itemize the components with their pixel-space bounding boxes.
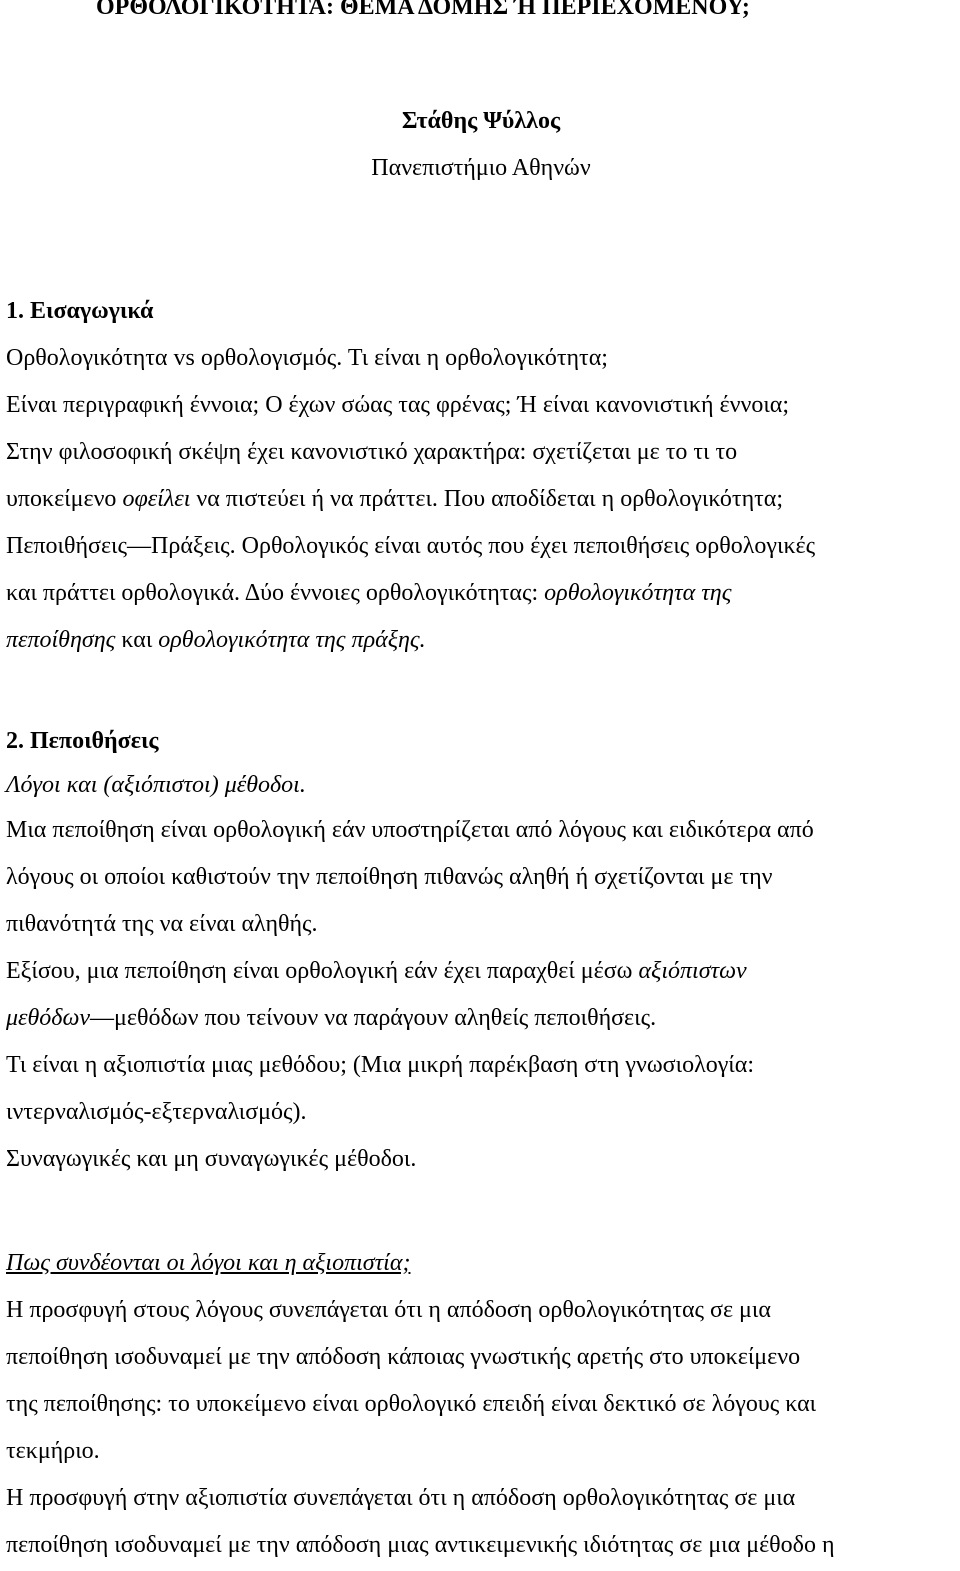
paragraph-line: λόγους οι οποίοι καθιστούν την πεποίθηση πιθανώς αληθή ή σχετίζονται με την — [6, 864, 773, 890]
paragraph-line: Συναγωγικές και μη συναγωγικές μέθοδοι. — [6, 1146, 417, 1172]
text-run: και πράττει ορθολογικά. Δύο έννοιες ορθολογικότητας: — [6, 580, 545, 606]
text-run: —μεθόδων που τείνουν να παράγουν αληθείς πεποιθήσεις. — [90, 1005, 657, 1031]
paragraph-line: πιθανότητά της να είναι αληθής. — [6, 911, 318, 937]
section-beliefs — [6, 718, 956, 1183]
author-affiliation: Πανεπιστήμιο Αθηνών — [371, 155, 591, 181]
paragraph-line: πεποίθηση ισοδυναμεί με την απόδοση μιας αντικειμενικής ιδιότητας σε μια μέθοδο η — [6, 1532, 835, 1558]
paragraph-line: Η προσφυγή στους λόγους συνεπάγεται ότι η απόδοση ορθολογικότητας σε μια — [6, 1297, 771, 1323]
paragraph-line: πεποίθηση ισοδυναμεί με την απόδοση κάποιας γνωστικής αρετής στο υποκείμενο — [6, 1344, 801, 1370]
paragraph-line: ιντερναλισμός-εξτερναλισμός). — [6, 1099, 307, 1125]
underlined-question: Πως συνδέονται οι λόγοι και η αξιοπιστία; — [6, 1250, 411, 1276]
paragraph-line: Είναι περιγραφική έννοια; Ο έχων σώας τας φρένας; Ή είναι κανονιστική έννοια; — [6, 392, 790, 418]
paragraph-line: Πεποιθήσεις—Πράξεις. Ορθολογικός είναι αυτός που έχει πεποιθήσεις ορθολογικές — [6, 533, 816, 559]
paragraph-line: Στην φιλοσοφική σκέψη έχει κανονιστικό χαρακτήρα: σχετίζεται με το τι το — [6, 439, 738, 465]
text-run: Εξίσου, μια πεποίθηση είναι ορθολογική εάν έχει παραχθεί μέσω — [6, 958, 639, 984]
section-heading-beliefs: 2. Πεποιθήσεις — [6, 728, 159, 754]
section-reasons-reliability — [6, 1240, 956, 1569]
emphasis-text: οφείλει — [122, 486, 191, 512]
paragraph-line — [6, 476, 956, 523]
paragraph-line — [6, 570, 956, 617]
text-run: υποκείμενο — [6, 486, 123, 512]
section-introduction — [6, 288, 956, 664]
paragraph-line: Η προσφυγή στην αξιοπιστία συνεπάγεται ότι η απόδοση ορθολογικότητας σε μια — [6, 1485, 796, 1511]
paragraph-line — [6, 995, 956, 1042]
paragraph-line: Ορθολογικότητα vs ορθολογισμός. Τι είναι η ορθολογικότητα; — [6, 345, 608, 371]
subheading — [6, 763, 956, 807]
emphasis-text: ορθολογικότητα της — [544, 580, 732, 606]
author-name: Στάθης Ψύλλος — [401, 108, 561, 134]
paragraph-line: τεκμήριο. — [6, 1438, 100, 1464]
text-run: και — [115, 627, 159, 653]
question-heading — [6, 1240, 956, 1287]
emphasis-text: αξιόπιστων — [638, 958, 747, 984]
paragraph-line: της πεποίθησης: το υποκείμενο είναι ορθολογικό επειδή είναι δεκτικό σε λόγους και — [6, 1391, 817, 1417]
paragraph-line: Τι είναι η αξιοπιστία μιας μεθόδου; (Μια μικρή παρέκβαση στη γνωσιολογία: — [6, 1052, 755, 1078]
text-run: να πιστεύει ή να πράττει. Που αποδίδεται η ορθολογικότητα; — [190, 486, 784, 512]
paragraph-line — [6, 948, 956, 995]
emphasis-text: μεθόδων — [6, 1005, 91, 1031]
paragraph-line — [6, 617, 956, 664]
emphasis-text: Λόγοι και (αξιόπιστοι) μέθοδοι. — [6, 772, 306, 798]
section-heading-introduction: 1. Εισαγωγικά — [6, 298, 154, 324]
document-title: ΟΡΘΟΛΟΓΙΚΟΤΗΤΑ: ΘΕΜΑ ΔΟΜΗΣ Ή ΠΕΡΙΕΧΟΜΕΝΟΥ; — [96, 0, 750, 20]
emphasis-text: πεποίθησης — [6, 627, 116, 653]
paragraph-line: Μια πεποίθηση είναι ορθολογική εάν υποστηρίζεται από λόγους και ειδικότερα από — [6, 817, 814, 843]
emphasis-text: ορθολογικότητα της πράξης. — [158, 627, 426, 653]
